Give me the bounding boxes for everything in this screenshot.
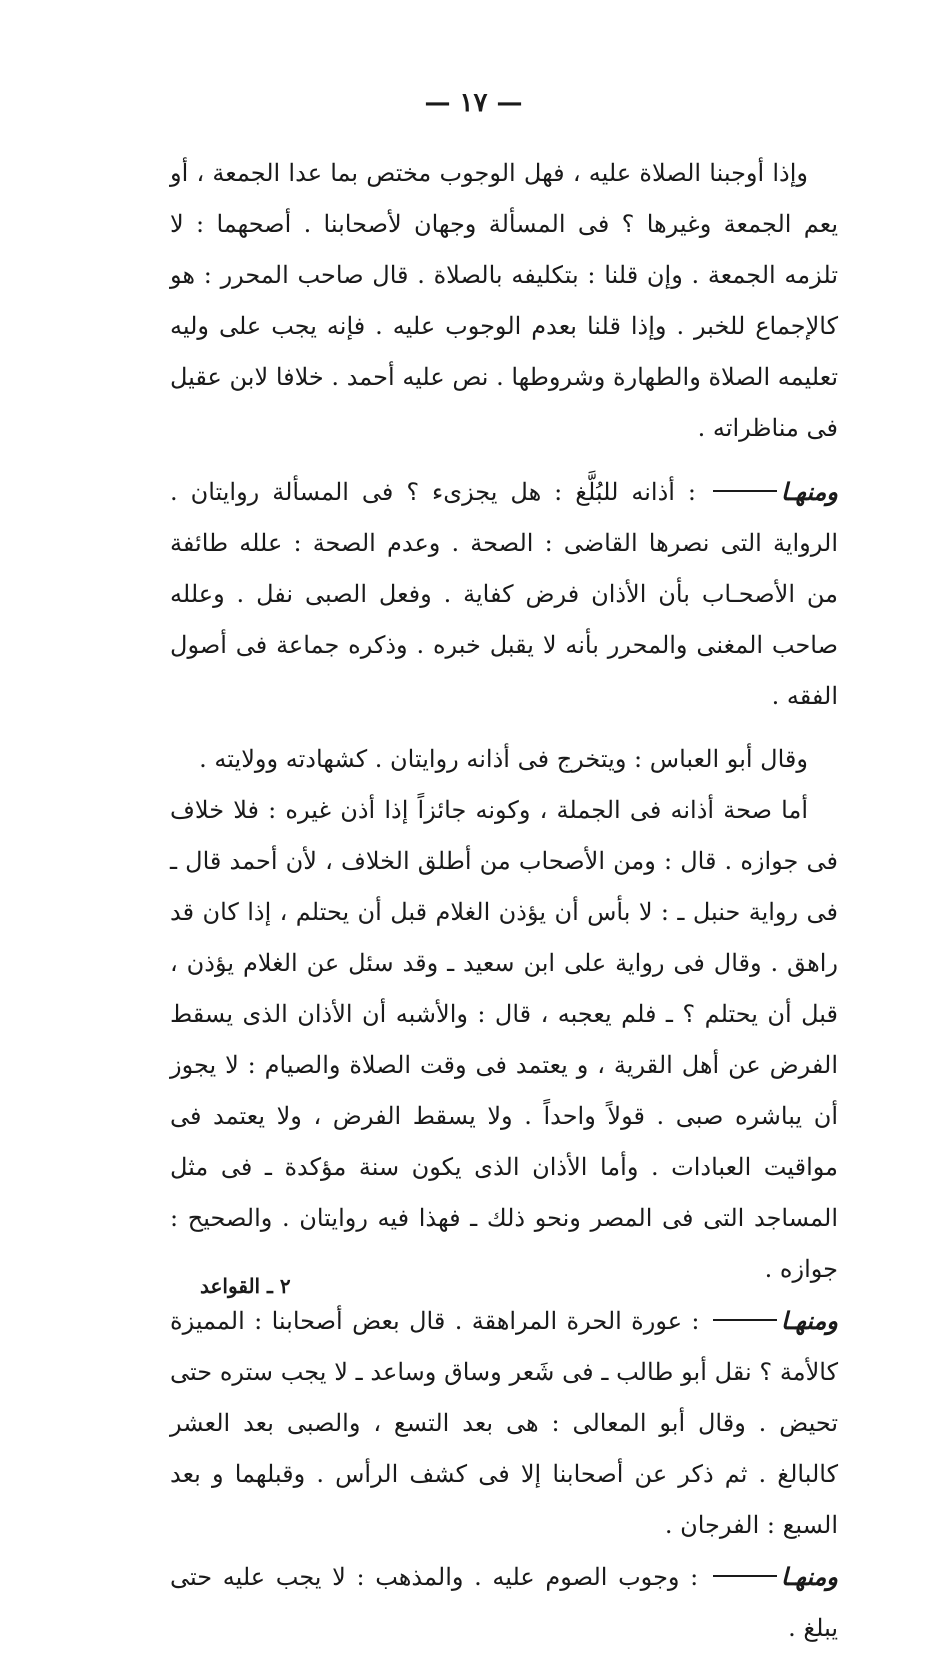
paragraph-text: وقال أبو العباس : ويتخرج فى أذانه روايتان . كشهادته وولايته . (199, 745, 808, 773)
paragraph-text: : وجوب الصوم عليه . والمذهب : لا يجب عليه حتى يبلغ . (170, 1563, 838, 1642)
paragraph (170, 466, 838, 722)
paragraph (170, 785, 838, 1295)
paragraph-text: : عورة الحرة المراهقة . قال بعض أصحابنا : المميزة كالأمة ؟ نقل أبو طالب ـ فى شَعر وساق وساعد ـ لا يجب ستره حتى تحيض . وقال أبو المعالى : هى بعد التسع ، والصبى بعد العشر كالبالغ . ثم ذكر عن أصحابنا إلا فى كشف الرأس . وقبلهما و بعد السبع : الفرجان . (170, 1307, 838, 1539)
section-lead: ومنهـا (709, 1306, 838, 1335)
page-number: — ١٧ — (424, 88, 523, 118)
footer-signature: ٢ ـ القواعد (200, 1274, 291, 1298)
paragraph (170, 1551, 838, 1654)
paragraph (170, 734, 838, 785)
body-text (170, 148, 838, 1654)
paragraph-text: : أذانه للبُلَّغ : هل يجزىء ؟ فى المسألة روايتان . الرواية التى نصرها القاضى : الصحة . وعدم الصحة : علله طائفة من الأصحـاب بأن الأذان فرض كفاية . وفعل الصبى نفل . وعلله صاحب المغنى والمحرر بأنه لا يقبل خبره . وذكره جماعة فى أصول الفقه . (170, 478, 838, 710)
section-lead: ومنهـا (709, 477, 838, 506)
paragraph (170, 148, 838, 454)
paragraph-text: وإذا أوجبنا الصلاة عليه ، فهل الوجوب مختص بما عدا الجمعة ، أو يعم الجمعة وغيرها ؟ فى المسألة وجهان لأصحابنا . أصحهما : لا تلزمه الجمعة . وإن قلنا : بتكليفه بالصلاة . قال صاحب المحرر : هو كالإجماع للخبر . وإذا قلنا بعدم الوجوب عليه . فإنه يجب على وليه تعليمه الصلاة والطهارة وشروطها . نص عليه أحمد . خلافا لابن عقيل فى مناظراته . (170, 159, 838, 442)
section-lead: ومنهـا (709, 1562, 838, 1591)
paragraph-text: أما صحة أذانه فى الجملة ، وكونه جائزاً إذا أذن غيره : فلا خلاف فى جوازه . قال : ومن الأصحاب من أطلق الخلاف ، لأن أحمد قال ـ فى رواية حنبل ـ : لا بأس أن يؤذن الغلام قبل أن يحتلم ، إذا كان قد راهق . وقال فى رواية على ابن سعيد ـ وقد سئل عن الغلام يؤذن ، قبل أن يحتلم ؟ ـ فلم يعجبه ، قال : والأشبه أن الأذان الذى يسقط الفرض عن أهل القرية ، و يعتمد فى وقت الصلاة والصيام : لا يجوز أن يباشره صبى . قولاً واحداً . ولا يسقط الفرض ، ولا يعتمد فى مواقيت العبادات . وأما الأذان الذى يكون سنة مؤكدة ـ فى مثل المساجد التى فى المصر ونحو ذلك ـ فهذا فيه روايتان . والصحيح : جوازه . (170, 796, 838, 1283)
paragraph (170, 1295, 838, 1551)
